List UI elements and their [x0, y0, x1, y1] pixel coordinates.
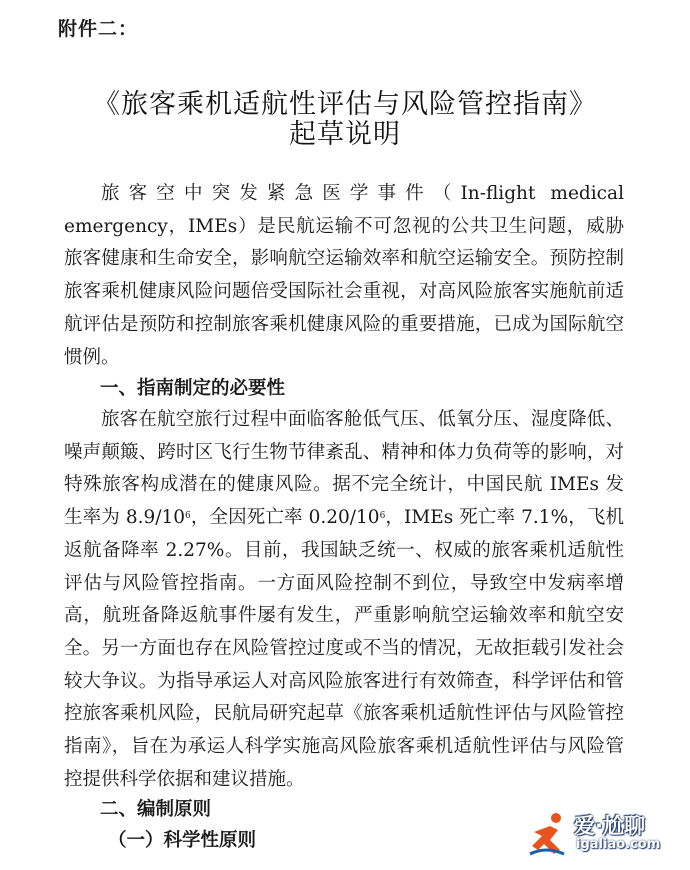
intro-paragraph: 旅客空中突发紧急医学事件（In-flight medical emergency，IMEs）是民航运输不可忽视的公共卫生问题，威胁旅客健康和生命安全，影响航空运输效率和航空运输安全。预防控制旅客乘机健康风险问题倍受国际社会重视，对高风险旅客实施航前适航评估是预防和控制旅客乘机健康风险的重要措施，已成为国际航空惯例。 — [64, 183, 624, 368]
necessity-paragraph — [64, 404, 624, 796]
necessity-text-c: ，IMEs 死亡率 7.1%，飞机返航备降率 2.27%。目前，我国缺乏统一、权威的旅客乘机适航性评估与风险管控指南。一方面风险控制不到位，导致空中发病率增高，航班备降返航事件屡有发生，严重影响航空运输效率和航空安全。另一方面也存在风险管控过度或不当的情况，无故拒载引发社会较大争议。为指导承运人对高风险旅客进行有效筛查，科学评估和管控旅客乘机风险，民航局研究起草《旅客乘机适航性评估与风险管控指南》，旨在为承运人科学实施高风险旅客乘机适航性评估与风险管控提供科学依据和建议措施。 — [64, 507, 624, 790]
necessity-text-b: ，全因死亡率 0.20/10 — [190, 507, 380, 529]
watermark-url: igaliao.com — [576, 837, 661, 852]
watermark-name: 爱·尬聊 — [574, 814, 645, 838]
document-title: 《旅客乘机适航性评估与风险管控指南》 — [93, 89, 597, 120]
necessity-text-a: 旅客在航空旅行过程中面临客舱低气压、低氧分压、湿度降低、噪声颠簸、跨时区飞行生物节律紊乱、精神和体力负荷等的影响，对特殊旅客构成潜在的健康风险。据不完全统计，中国民航 IMEs 发生率为 8.9/10 — [64, 409, 624, 529]
section-heading-necessity: 一、指南制定的必要性 — [100, 378, 286, 399]
running-figure-logo-icon — [528, 810, 570, 858]
site-watermark — [528, 806, 678, 862]
superscript-exponent: 6 — [185, 511, 191, 522]
attachment-label: 附件二： — [58, 18, 139, 40]
section-heading-principles: 二、编制原则 — [100, 799, 212, 820]
subsection-heading-scientific: （一）科学性原则 — [108, 830, 257, 851]
superscript-exponent: 6 — [379, 511, 386, 522]
document-subtitle: 起草说明 — [289, 119, 401, 150]
